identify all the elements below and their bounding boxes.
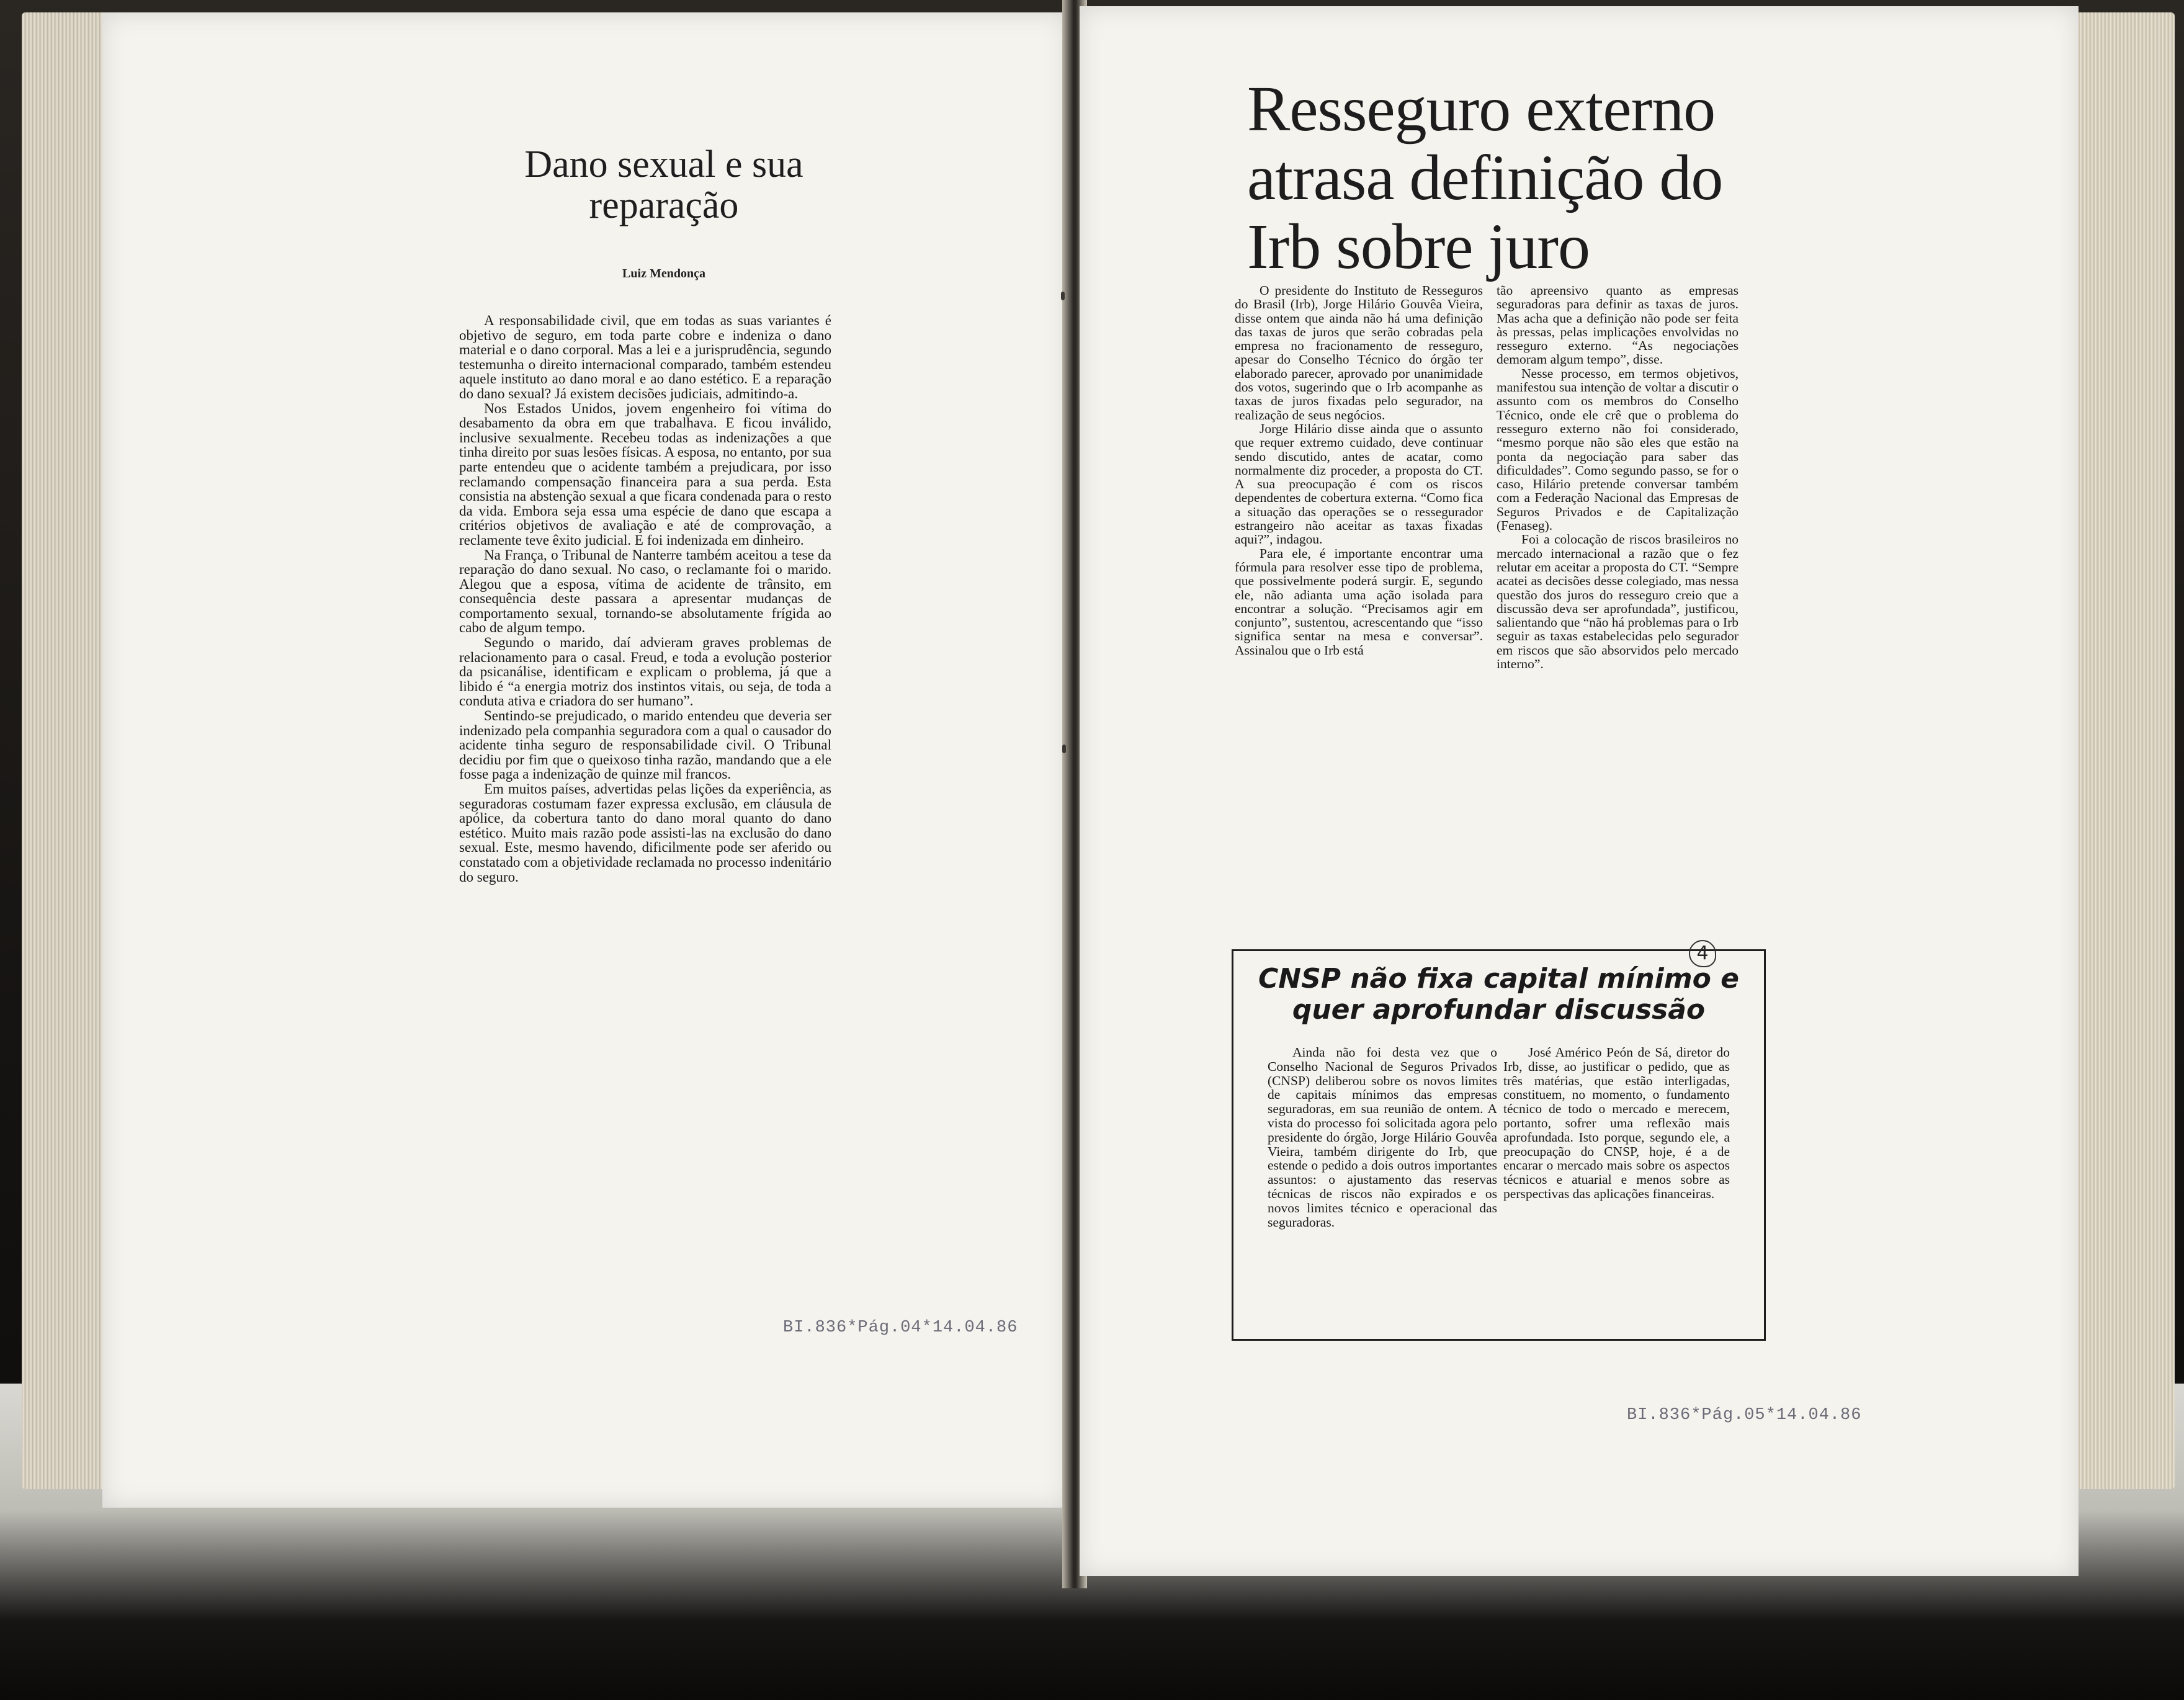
left-paragraph: Em muitos países, advertidas pelas lições da experiência, as seguradoras costumam fazer expressa exclusão, em cláusula de apólice, da cobertura tanto do dano moral quanto do dano estético. Muito mais razão pode assisti-las na exclusão do dano sexual. Este, mesmo havendo, dificilmente pode ser aferido ou constatado com a objetividade reclamada no processo indenitário do seguro.	[459, 781, 831, 885]
right-page-footer-code: BI.836*Pág.05*14.04.86	[1627, 1406, 1862, 1425]
right-paragraph: Jorge Hilário disse ainda que o assunto que requer extremo cuidado, deve continuar sendo discutido, antes de acatar, como normalmente diz proceder, a proposta do CT. A sua preocupação é com os riscos dependentes de cobertura externa. “Como fica a situação das operações se o ressegurador estrangeiro não aceitar as taxas fixadas aqui?”, indagou.	[1235, 421, 1483, 547]
left-paragraph: Nos Estados Unidos, jovem engenheiro foi vítima do desabamento da obra em que trabalhava. E ficou inválido, inclusive sexualmente. Recebeu todas as indenizações a que tinha direito por suas lesões físicas. A esposa, no entanto, por sua parte entendeu que o acidente também a prejudicara, por isso reclamando compensação financeira para a sua perda. Esta consistia na abstenção sexual a que ficara condenada para o resto da vida. Embora seja essa uma espécie de dano que escapa a critérios objetivos de avaliação e até de comprovação, a reclamente teve êxito judicial. E foi indenizada em dinheiro.	[459, 400, 831, 548]
right-article-column-1	[1235, 284, 1483, 657]
cnsp-box-headline: CNSP não fixa capital mínimo e quer aprofundar discussão	[1258, 963, 1739, 1026]
handwritten-number-stamp: 4	[1689, 940, 1716, 967]
right-page-stack-edge	[2066, 12, 2175, 1489]
left-paragraph: Na França, o Tribunal de Nanterre também aceitou a tese da reparação do dano sexual. No caso, o reclamante foi o marido. Alegou que a esposa, vítima de acidente de trânsito, em consequência deste passara a apresentar mudanças de comportamento sexual, tornando-se absolutamente frígida ao cabo de algum tempo.	[459, 547, 831, 636]
right-article-column-2	[1497, 284, 1739, 671]
left-paragraph: Segundo o marido, daí advieram graves problemas de relacionamento para o casal. Freud, e toda a evolução posterior da psicanálise, identificam e explicam o problema, já que a libido é “a energia motriz dos instintos vitais, ou seja, de toda a conduta ativa e criadora do ser humano”.	[459, 635, 831, 709]
cnsp-news-box	[1232, 949, 1766, 1341]
right-paragraph: O presidente do Instituto de Resseguros do Brasil (Irb), Jorge Hilário Gouvêa Vieira, disse ontem que ainda não há uma definição das taxas de juros que serão cobradas pela empresa no fracionamento de resseguro, apesar do Conselho Técnico do órgão ter elaborado parecer, aprovado por unanimidade dos votos, sugerindo que o Irb acompanhe as taxas de juros fixadas pelo segurador, na realização de seus negócios.	[1235, 283, 1483, 423]
right-article-headline: Resseguro externo atrasa definição do Irb sobre juro	[1247, 73, 1723, 282]
binding-mark	[1062, 745, 1066, 753]
right-paragraph: Para ele, é importante encontrar uma fórmula para resolver esse tipo de problema, que possivelmente poderá surgir. E, segundo ele, não adianta uma ação isolada para encontrar a solução. “Precisamos agir em conjunto”, sustentou, acrescentando que “isso significa sentar na mesa e conversar”. Assinalou que o Irb está	[1235, 545, 1483, 658]
right-paragraph: tão apreensivo quanto as empresas seguradoras para definir as taxas de juros. Mas acha que a definição não pode ser feita às pressas, pelas implicações envolvidas no resseguro externo. “As negociações demoram algum tempo”, disse.	[1497, 283, 1739, 367]
left-article-byline: Luiz Mendonça	[622, 267, 705, 280]
cnsp-paragraph: Ainda não foi desta vez que o Conselho Nacional de Seguros Privados (CNSP) deliberou sobre os novos limites de capitais mínimos das empresas seguradoras, em sua reunião de ontem. A vista do processo foi solicitada agora pelo presidente do órgão, Jorge Hilário Gouvêa Vieira, também dirigente do Irb, que estende o pedido a dois outros importantes assuntos: o ajustamento das reservas técnicas de riscos não expirados e os novos limites técnico e operacional das seguradoras.	[1268, 1045, 1497, 1230]
cnsp-box-column-1	[1268, 1045, 1497, 1229]
left-paragraph: Sentindo-se prejudicado, o marido entendeu que deveria ser indenizado pela companhia seguradora com a qual o causador do acidente tinha seguro de responsabilidade civil. O Tribunal decidiu por fim que o queixoso tinha razão, mandando que a ele fosse paga a indenização de quinze mil francos.	[459, 708, 831, 782]
right-paragraph: Foi a colocação de riscos brasileiros no mercado internacional a razão que o fez relutar em aceitar a proposta do CT. “Sempre acatei as decisões desse colegiado, mas nessa questão dos juros do resseguro creio que a discussão deva ser aprofundada”, justificou, salientando que “não há problemas para o Irb seguir as taxas estabelecidas pelo segurador em riscos que são absorvidos pelo mercado interno”.	[1497, 532, 1739, 672]
left-page-footer-code: BI.836*Pág.04*14.04.86	[783, 1318, 1018, 1337]
left-article-headline: Dano sexual e sua reparação	[524, 143, 803, 226]
cnsp-box-column-2	[1503, 1045, 1730, 1201]
cnsp-paragraph: José Américo Peón de Sá, diretor do Irb, disse, ao justificar o pedido, que as três matérias, que estão interligadas, constituem, no momento, o fundamento técnico de todo o mercado e merecem, portanto, sofrer uma reflexão mais aprofundada. Isto porque, segundo ele, a preocupação do CNSP, hoje, é a de encarar o mercado mais sobre os aspectos técnicos e atuarial e menos sobre as perspectivas das aplicações financeiras.	[1503, 1045, 1730, 1201]
right-paragraph: Nesse processo, em termos objetivos, manifestou sua intenção de voltar a discutir o assunto com os membros do Conselho Técnico, onde ele crê que o problema do resseguro externo não foi considerado, “mesmo porque não são eles que estão na ponta da negociação para saber das dificuldades”. Como segundo passo, se for o caso, Hilário pretende conversar também com a Federação Nacional das Empresas de Seguros Privados e de Capitalização (Fenaseg).	[1497, 365, 1739, 534]
binding-mark	[1061, 292, 1065, 300]
left-paragraph: A responsabilidade civil, que em todas as suas variantes é objetivo de seguro, em toda parte cobre e indeniza o dano material e o dano corporal. Mas a lei e a jurisprudência, segundo testemunha o direito internacional comparado, também estendeu aquele instituto ao dano moral e ao dano estético. E a reparação do dano sexual? Já existem decisões judiciais, admitindo-a.	[459, 313, 831, 401]
left-article-body	[459, 313, 831, 884]
